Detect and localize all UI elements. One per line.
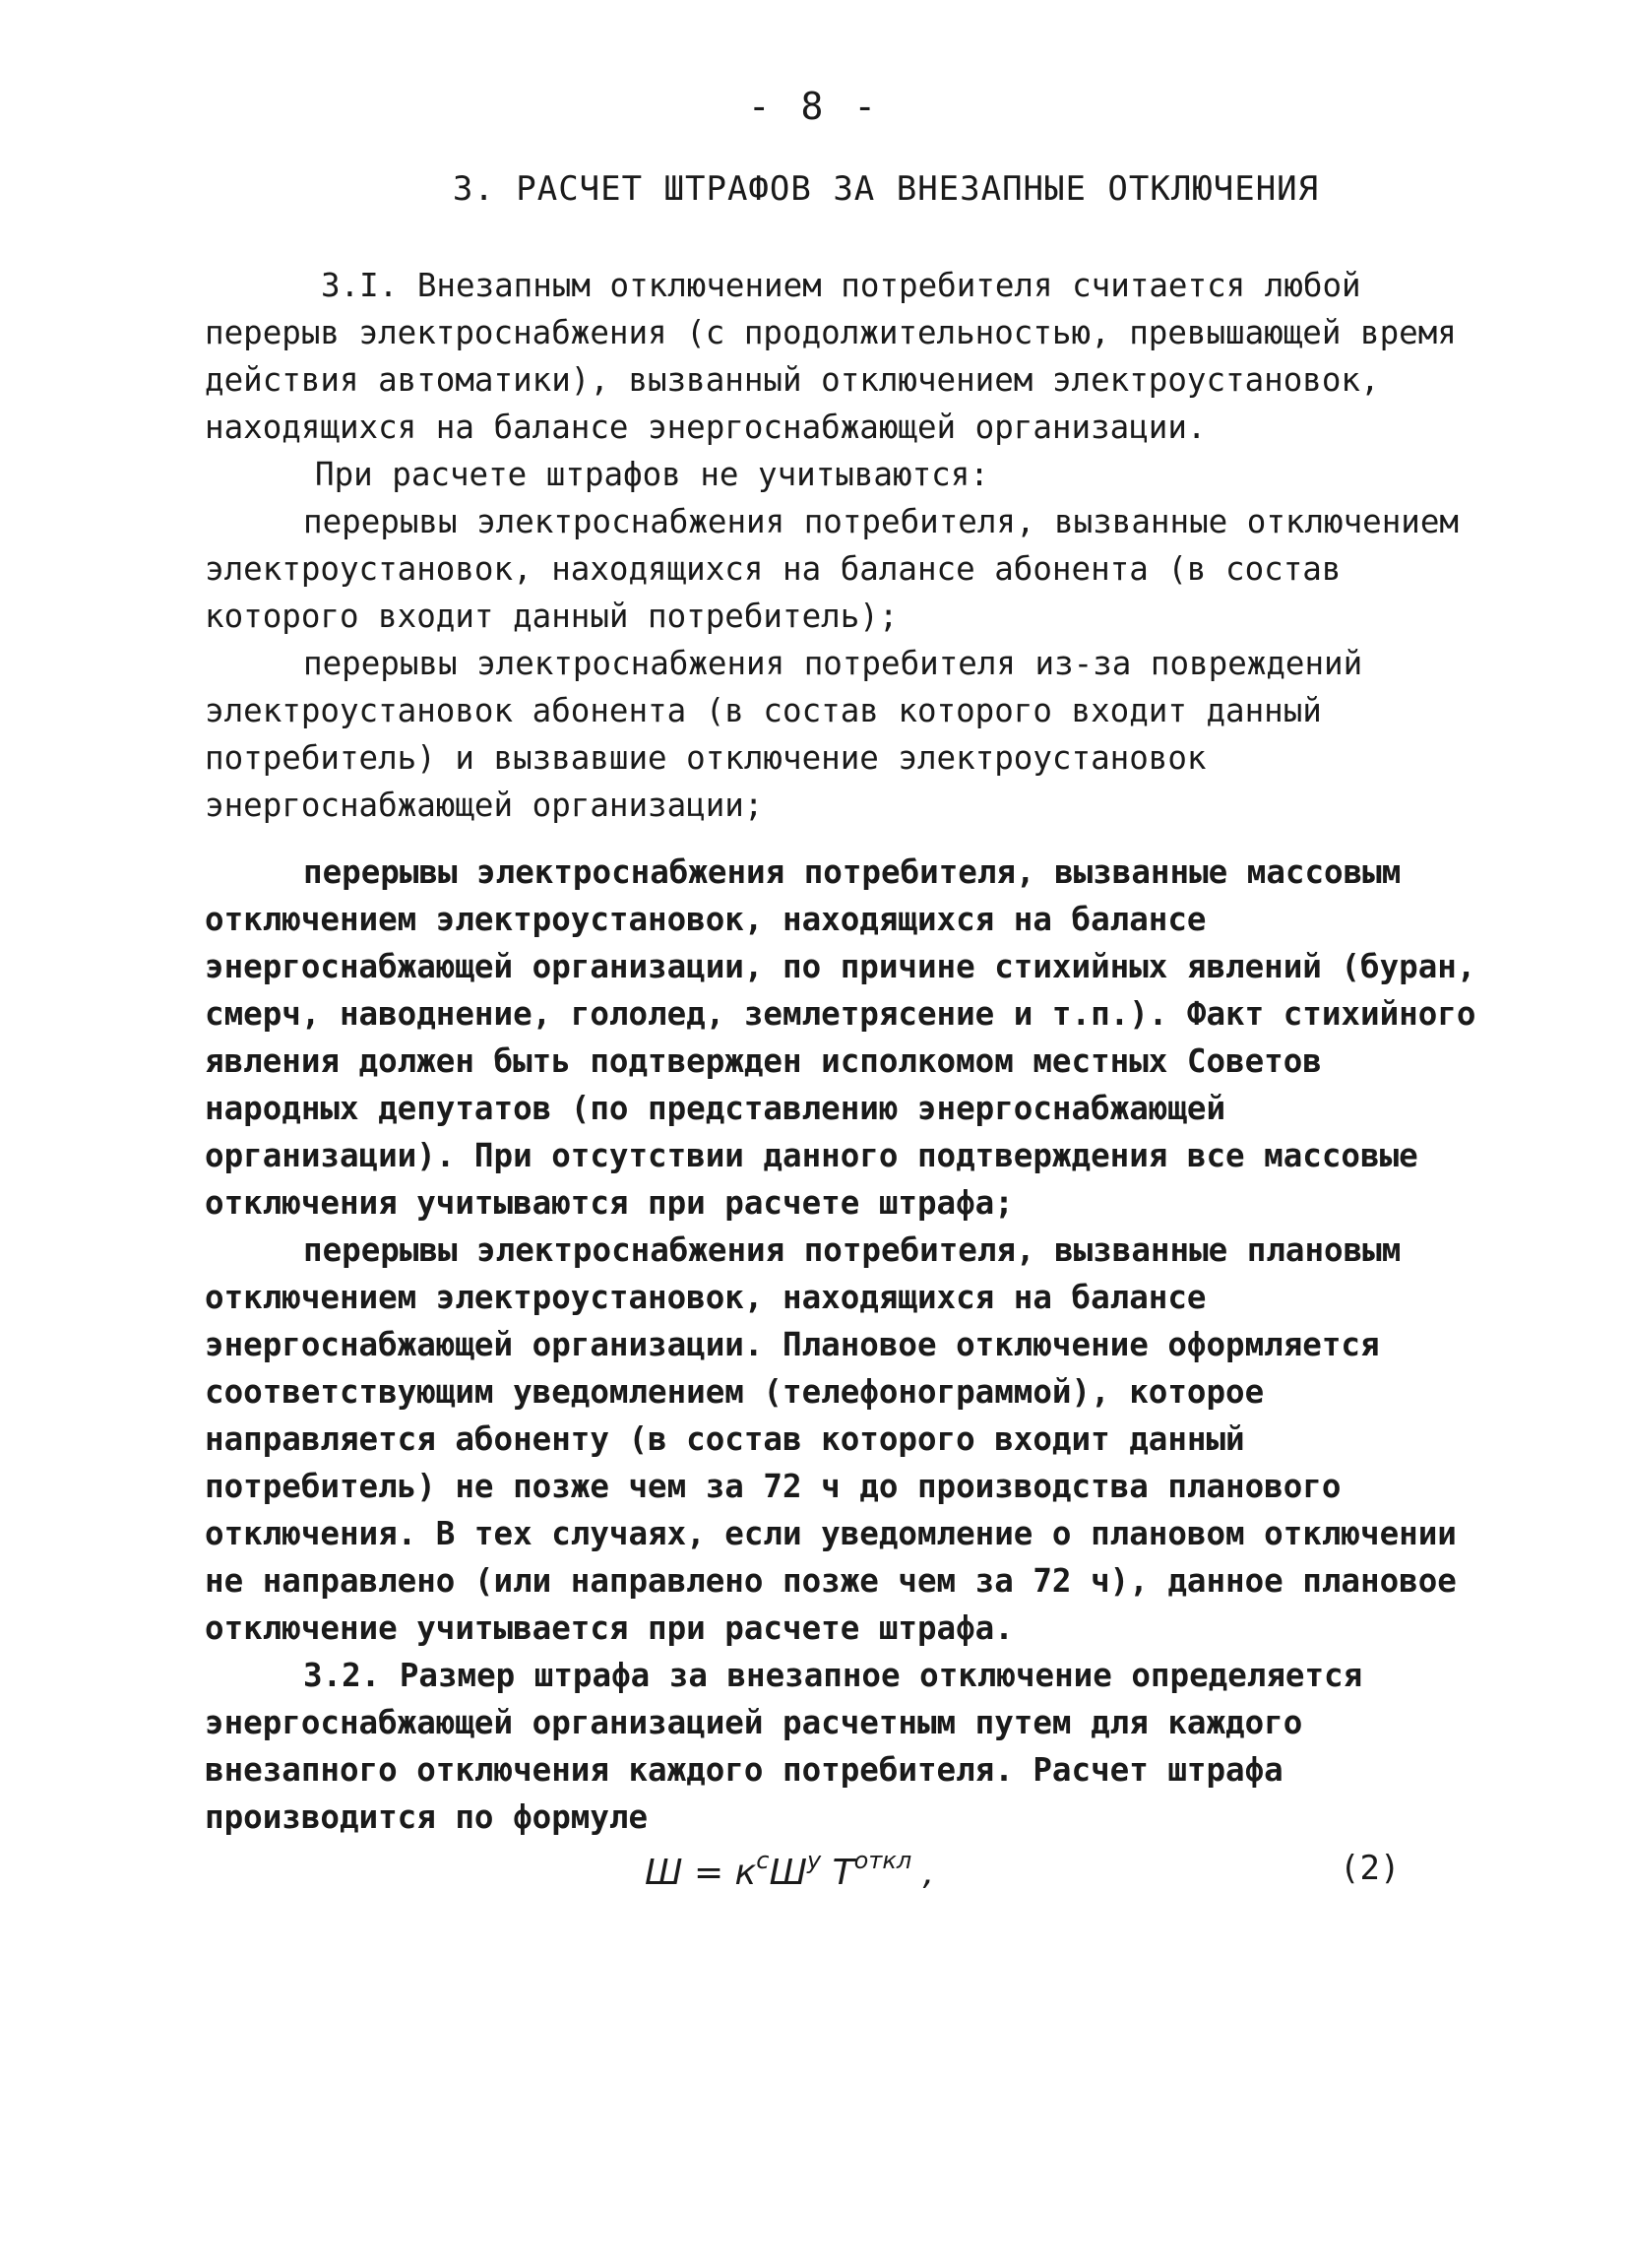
formula-tail: ,	[911, 1853, 935, 1893]
equation-number: (2)	[1340, 1849, 1401, 1888]
formula-lhs: Ш = к	[645, 1853, 757, 1893]
body-text	[205, 262, 1484, 1841]
page-number: - 8 -	[747, 85, 881, 128]
paragraph-exclusions-intro: При расчете штрафов не учитываются:	[315, 456, 989, 493]
formula-sup-u: у	[807, 1847, 822, 1874]
formula-2	[645, 1847, 934, 1893]
formula-t: Т	[832, 1853, 854, 1893]
section-title: 3. РАСЧЕТ ШТРАФОВ ЗА ВНЕЗАПНЫЕ ОТКЛЮЧЕНИЯ	[452, 169, 1320, 209]
paragraph-exclusion-3: перерывы электроснабжения потребителя, вызванные массовым отключением электроустановок, находящихся на балансе энергоснабжающей организации, по причине стихийных явлений (буран, смерч, наводнение, гололед, землетрясение и т.п.). Факт стихийного явления должен быть подтвержден исполкомом местных Советов народных депутатов (по представлению энергоснабжающей организации). При отсутствии данного подтверждения все массовые отключения учитываются при расчете штрафа;	[205, 853, 1476, 1222]
paragraph-3-1: 3.I. Внезапным отключением потребителя считается любой перерыв электроснабжения (с продолжительностью, превышающей время действия автоматики), вызванный отключением электроустановок, находящихся на балансе энергоснабжающей организации.	[205, 267, 1457, 446]
paragraph-exclusion-1: перерывы электроснабжения потребителя, вызванные отключением электроустановок, находящихся на балансе абонента (в состав которого входит данный потребитель);	[205, 503, 1459, 635]
formula-mid: Ш	[769, 1853, 807, 1893]
formula-block	[0, 1847, 1628, 1925]
paragraph-3-2: 3.2. Размер штрафа за внезапное отключение определяется энергоснабжающей организацией расчетным путем для каждого внезапного отключения каждого потребителя. Расчет штрафа производится по формуле	[205, 1657, 1363, 1836]
formula-sup-otkl: откл	[853, 1847, 912, 1874]
paragraph-exclusion-4: перерывы электроснабжения потребителя, вызванные плановым отключением электроустановок, находящихся на балансе энергоснабжающей организации. Плановое отключение оформляется соответствующим уведомлением (телефонограммой), которое направляется абоненту (в состав которого входит данный потребитель) не позже чем за 72 ч до производства планового отключения. В тех случаях, если уведомление о плановом отключении не направлено (или направлено позже чем за 72 ч), данное плановое отключение учитывается при расчете штрафа.	[205, 1231, 1457, 1647]
paragraph-exclusion-2: перерывы электроснабжения потребителя из-за повреждений электроустановок абонента (в состав которого входит данный потребитель) и вызвавшие отключение электроустановок энергоснабжающей организации;	[205, 645, 1363, 824]
formula-sup-c: с	[756, 1847, 770, 1874]
